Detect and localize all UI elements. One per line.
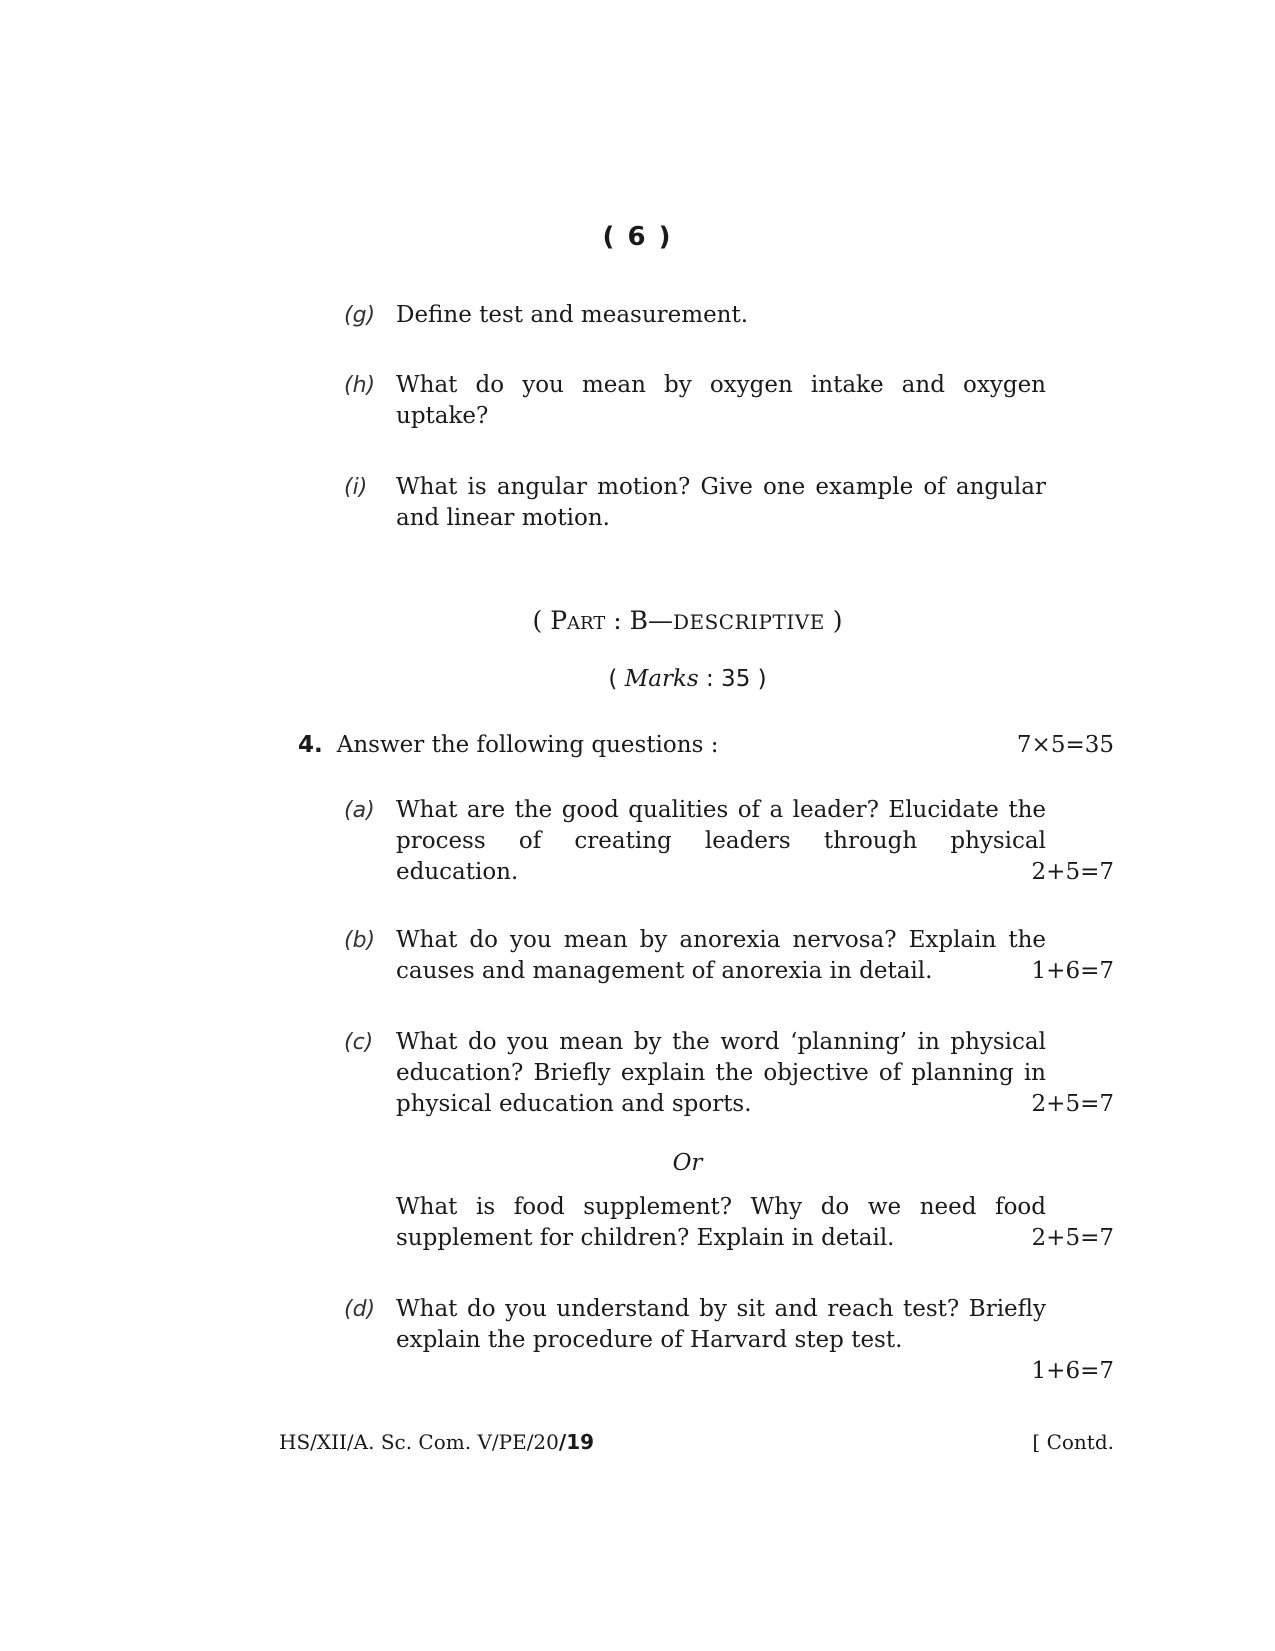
part-word: Part	[550, 606, 606, 635]
question-label: (b)	[344, 928, 376, 953]
or-separator: Or	[672, 1150, 703, 1176]
question-text: Define test and measurement.	[396, 302, 749, 328]
question-text: Answer the following questions :	[336, 732, 719, 758]
question-4	[298, 732, 1114, 758]
continued-label: [ Contd.	[1032, 1430, 1114, 1454]
question-marks: 1+6=7	[1031, 958, 1114, 984]
question-h	[344, 370, 1114, 432]
question-text: What do you mean by anorexia nervosa? Explain the causes and management of anorexia in detail.	[396, 927, 1046, 984]
question-label: (c)	[344, 1030, 374, 1055]
question-4b	[344, 925, 1114, 987]
question-4d	[344, 1294, 1114, 1384]
question-text: What do you mean by the word ‘planning’ in physical education? Briefly explain the objective of planning in physical education and sports.	[396, 1029, 1046, 1117]
question-marks: 2+5=7	[1031, 1225, 1114, 1251]
part-b-marks: ( Marks : 35 )	[608, 666, 767, 692]
question-text: What is food supplement? Why do we need food supplement for children? Explain in detail.	[396, 1194, 1046, 1251]
question-marks: 7×5=35	[1016, 732, 1114, 758]
part-b-heading: ( Part : B—DESCRIPTIVE )	[532, 606, 843, 635]
paper-code-year: /19	[558, 1430, 595, 1454]
marks-word: Marks	[624, 666, 699, 692]
question-4a	[344, 795, 1114, 888]
question-4c	[344, 1027, 1114, 1120]
question-text: What are the good qualities of a leader? Elucidate the process of creating leaders through physical education.	[396, 797, 1046, 885]
question-label: (g)	[344, 303, 376, 328]
question-g	[344, 300, 1114, 331]
question-text: What do you understand by sit and reach test? Briefly explain the procedure of Harvard step test.	[396, 1296, 1046, 1353]
question-label: (a)	[344, 798, 375, 823]
question-marks: 1+6=7	[1031, 1358, 1114, 1384]
question-marks: 2+5=7	[1031, 1091, 1114, 1117]
question-text: What is angular motion? Give one example of angular and linear motion.	[396, 474, 1046, 531]
page-number: ( 6 )	[602, 222, 673, 252]
question-4c-alternative	[344, 1192, 1114, 1254]
question-text: What do you mean by oxygen intake and oxygen uptake?	[396, 372, 1046, 429]
question-i	[344, 472, 1114, 534]
question-marks: 2+5=7	[1031, 859, 1114, 885]
question-number: 4.	[298, 732, 323, 758]
question-label: (h)	[344, 373, 376, 398]
question-label: (i)	[344, 475, 368, 500]
question-label: (d)	[344, 1297, 376, 1322]
paper-code: HS/XII/A. Sc. Com. V/PE/20/19	[279, 1430, 595, 1454]
descriptive-label: DESCRIPTIVE	[672, 610, 825, 634]
